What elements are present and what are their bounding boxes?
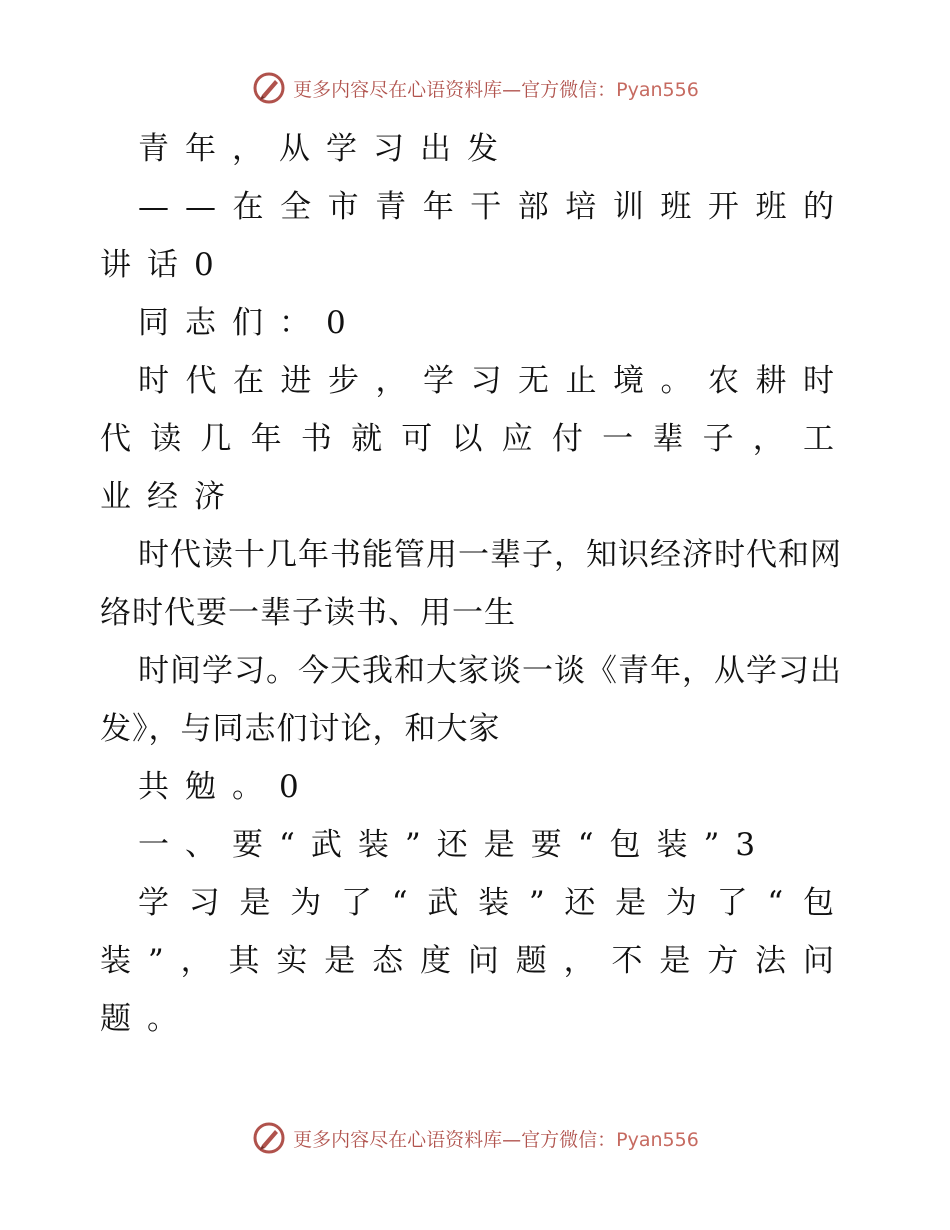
body-paragraph: 时代在进步，学习无止境。农耕时代读几年书就可以应付一辈子，工业经济 xyxy=(100,363,850,515)
watermark-text: 更多内容尽在心语资料库—官方微信：Pyan556 xyxy=(293,1128,699,1151)
section-heading: 一、要“武装”还是要“包装”3 xyxy=(138,827,772,863)
document-title: 青年，从学习出发 xyxy=(138,131,514,167)
body-paragraph: 时间学习。今天我和大家谈一谈《青年，从学习出发》，与同志们讨论，和大家 xyxy=(100,653,842,747)
body-paragraph: 时代读十几年书能管用一辈子，知识经济时代和网络时代要一辈子读书、用一生 xyxy=(100,537,842,631)
watermark-text: 更多内容尽在心语资料库—官方微信：Pyan556 xyxy=(293,78,699,101)
document-body xyxy=(100,120,850,1048)
salutation: 同志们：0 xyxy=(138,305,362,341)
pen-nib-logo-icon xyxy=(251,1120,287,1156)
pen-nib-logo-icon xyxy=(251,70,287,106)
body-paragraph: 共勉。0 xyxy=(138,769,315,805)
document-subtitle: ——在全市青年干部培训班开班的讲话0 xyxy=(100,189,850,283)
body-paragraph: 学习是为了“武装”还是为了“包装”，其实是态度问题，不是方法问题。 xyxy=(100,885,850,1037)
watermark-banner-bottom xyxy=(0,1120,950,1156)
watermark-banner-top xyxy=(0,70,950,106)
